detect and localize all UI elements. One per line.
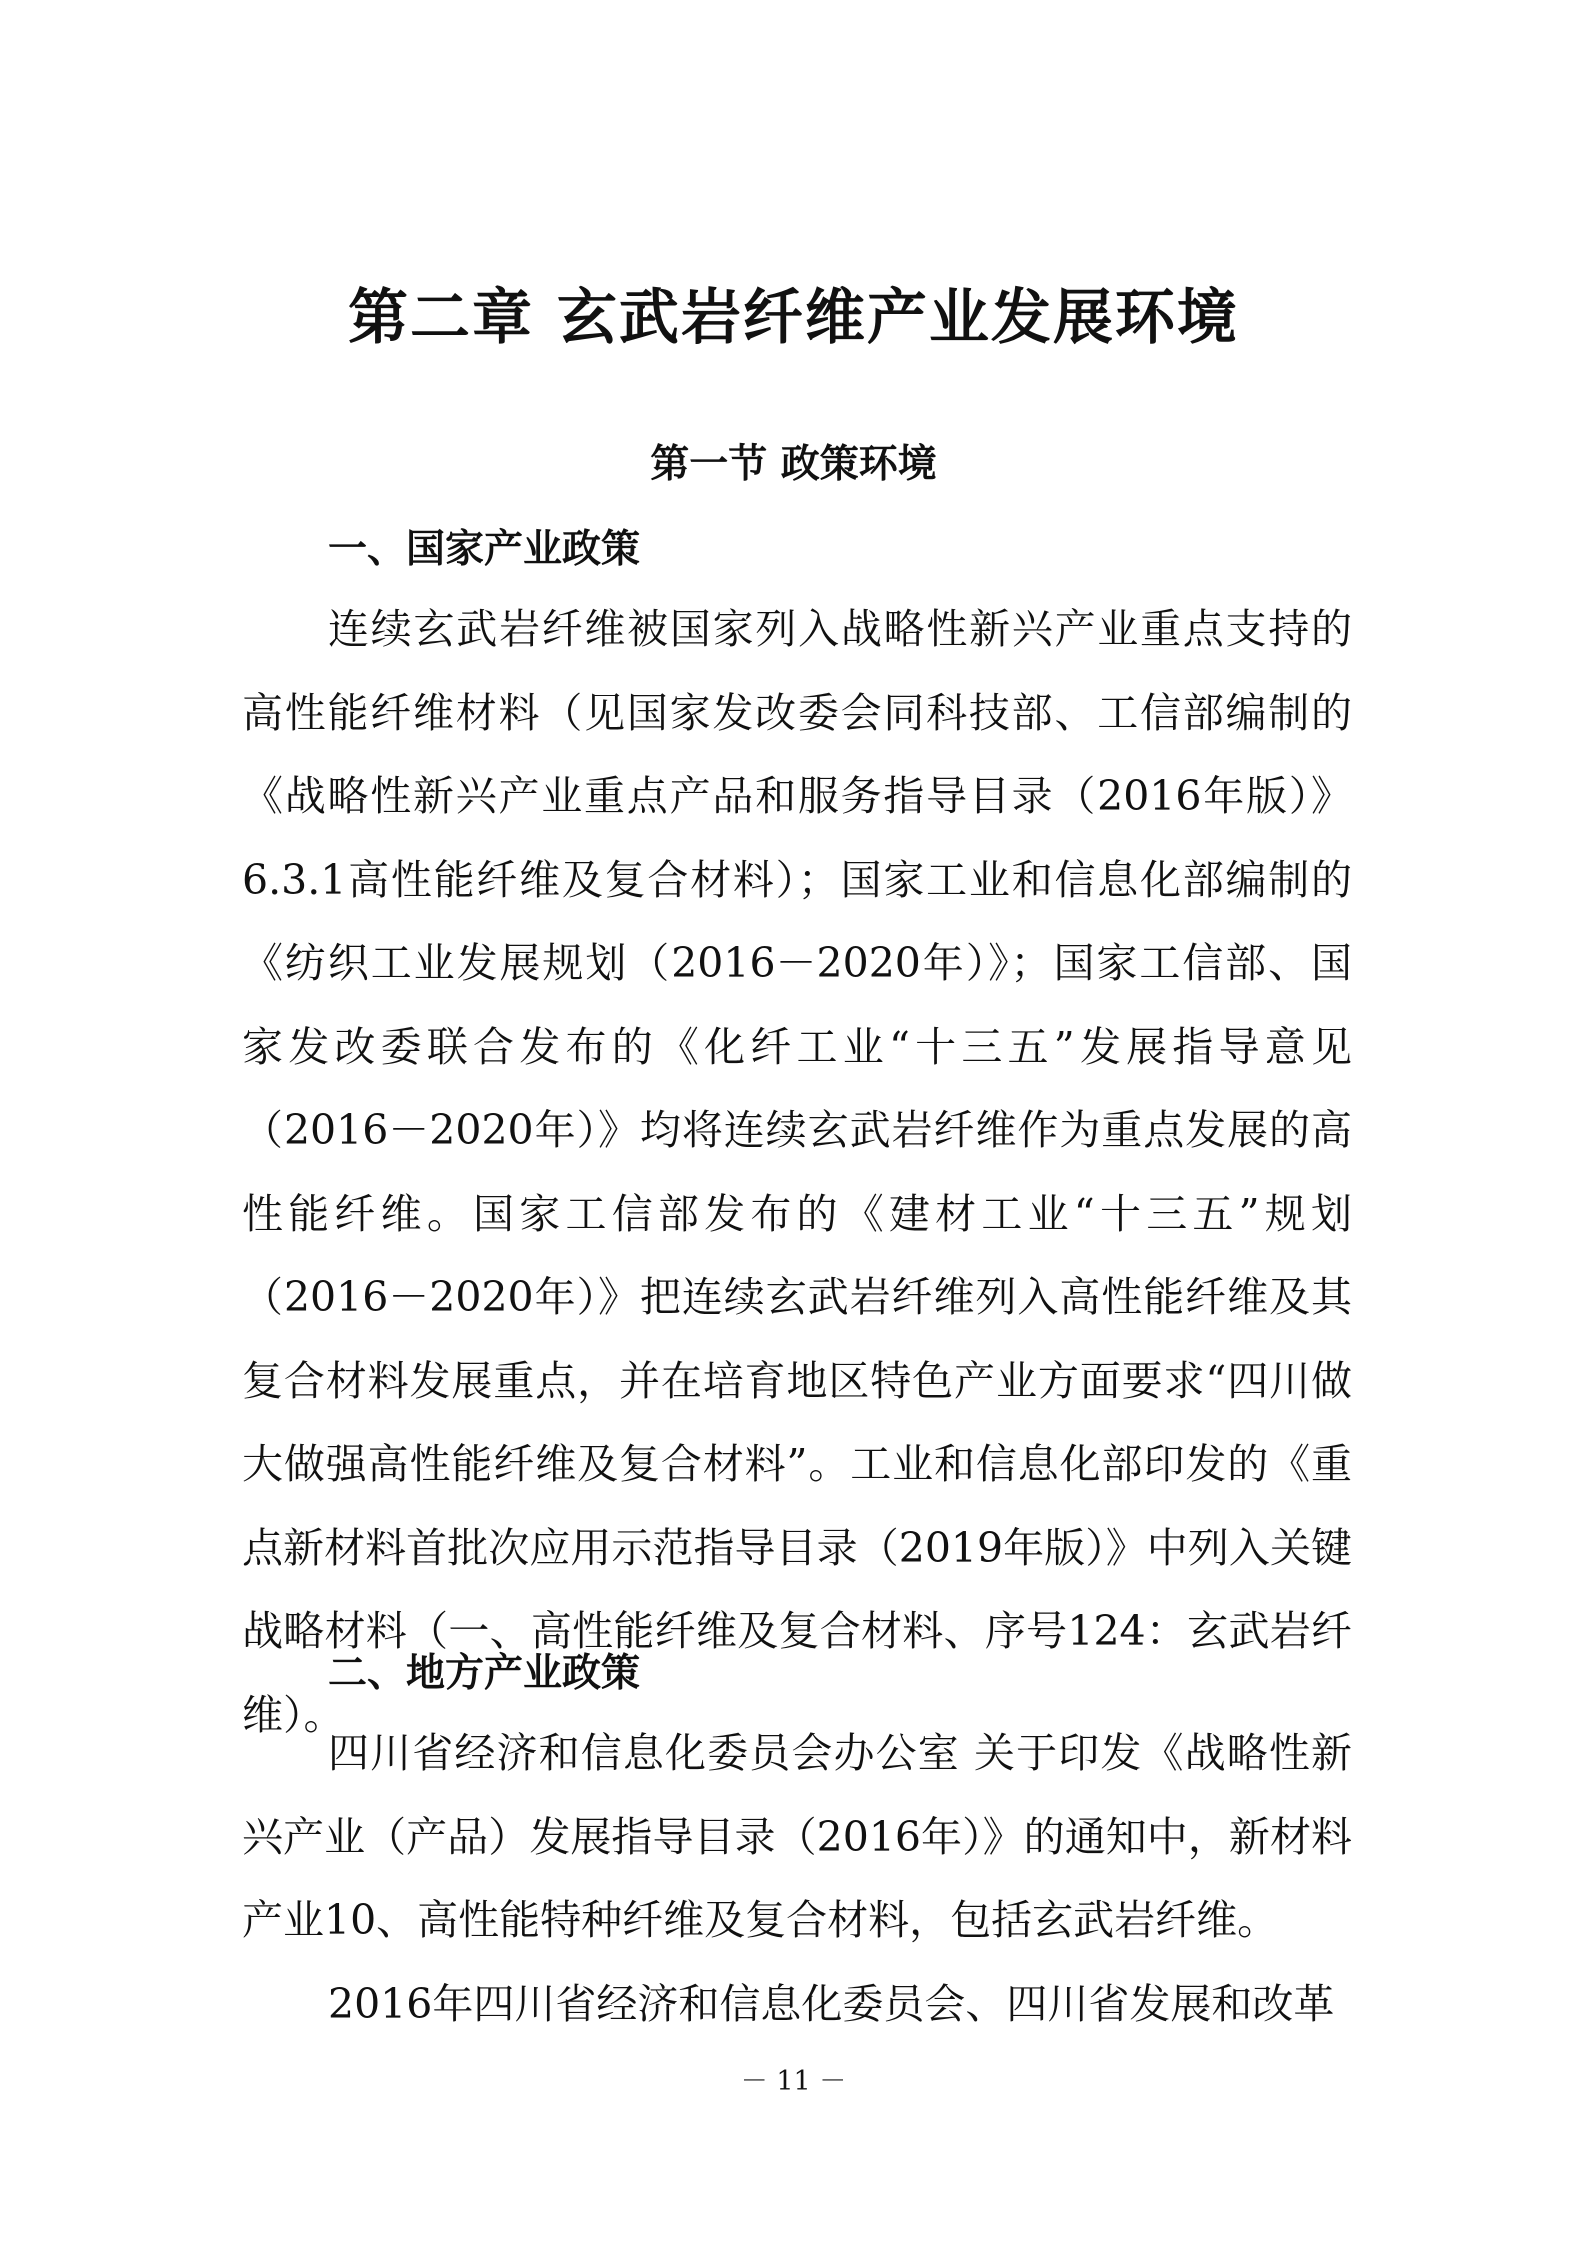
page-number: － 11 －: [740, 2066, 847, 2097]
chapter-title: 第二章 玄武岩纤维产业发展环境: [348, 283, 1239, 353]
heading-local-policy: 二、地方产业政策: [328, 1650, 641, 1696]
paragraph-local-policy: 四川省经济和信息化委员会办公室 关于印发《战略性新兴产业（产品）发展指导目录（2016年）》的通知中，新材料产业10、高性能特种纤维及复合材料，包括玄武岩纤维。: [242, 1729, 1352, 1944]
section-title: 第一节 政策环境: [650, 441, 937, 487]
paragraph-national-policy: 连续玄武岩纤维被国家列入战略性新兴产业重点支持的高性能纤维材料（见国家发改委会同科技部、工信部编制的《战略性新兴产业重点产品和服务指导目录（2016年版）》6.3.1高性能纤维及复合材料）；国家工业和信息化部编制的《纺织工业发展规划（2016－2020年）》；国家工信部、国家发改委联合发布的《化纤工业“十三五”发展指导意见（2016－2020年）》均将连续玄武岩纤维作为重点发展的高性能纤维。国家工信部发布的《建材工业“十三五”规划（2016－2020年）》把连续玄武岩纤维列入高性能纤维及其复合材料发展重点，并在培育地区特色产业方面要求“四川做大做强高性能纤维及复合材料”。工业和信息化部印发的《重点新材料首批次应用示范指导目录（2019年版）》中列入关键战略材料（一、高性能纤维及复合材料、序号124：玄武岩纤维）。: [242, 605, 1352, 1739]
heading-national-policy: 一、国家产业政策: [328, 526, 641, 572]
paragraph-continued: 2016年四川省经济和信息化委员会、四川省发展和改革: [328, 1980, 1335, 2028]
